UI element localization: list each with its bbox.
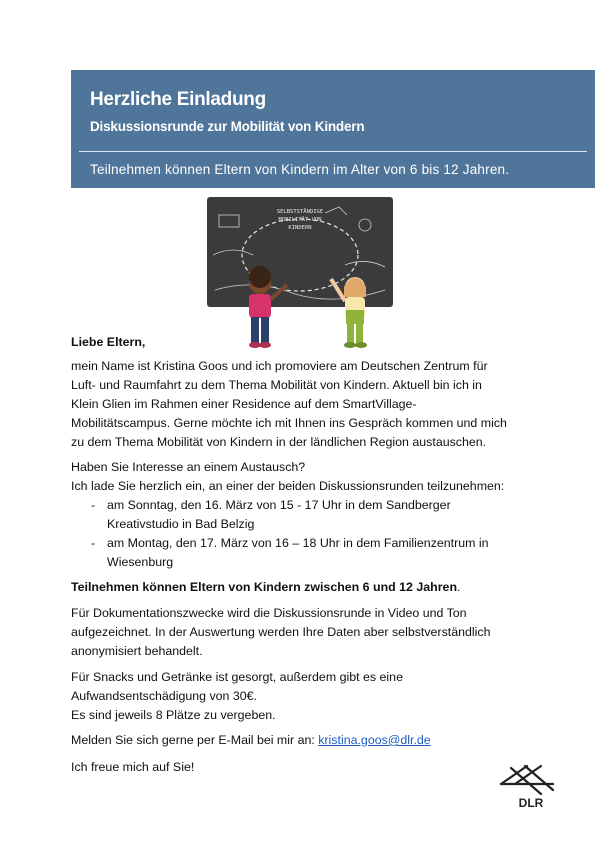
recording-line: Für Dokumentationszwecke wird die Diskussionsrunde in Video und Ton [71,606,467,620]
snack-line: Aufwandsentschädigung von 30€. [71,689,257,703]
child-right-figure [331,277,367,348]
date-line: Wiesenburg [107,555,174,569]
intro-paragraph [71,357,507,452]
intro-line: Luft- und Raumfahrt zu dem Thema Mobilität von Kindern. Aktuell bin ich in [71,378,482,392]
intro-line: Mobilitätscampus. Gerne möchte ich mit Ihnen ins Gespräch kommen und mich [71,416,507,430]
snack-line: Es sind jeweils 8 Plätze zu vergeben. [71,708,276,722]
salutation: Liebe Eltern, [71,335,146,349]
snack-paragraph [71,668,403,725]
dlr-logo [497,760,557,812]
eligibility-bold: Teilnehmen können Eltern von Kindern zwischen 6 und 12 Jahren [71,580,458,594]
intro-line: zu dem Thema Mobilität von Kindern in der ländlichen Region austauschen. [71,435,487,449]
snack-line: Für Snacks und Getränke ist gesorgt, außerdem gibt es eine [71,670,403,684]
intro-line: mein Name ist Kristina Goos und ich promoviere am Deutschen Zentrum für [71,359,488,373]
closing-line: Ich freue mich auf Sie! [71,760,195,774]
dlr-logo-mark [501,766,553,794]
contact-line [71,731,431,750]
date-line: Kreativstudio in Bad Belzig [107,517,255,531]
date-item [71,534,531,574]
contact-prefix: Melden Sie sich gerne per E-Mail bei mir an: [71,733,319,747]
list-dash: - [91,536,96,550]
eligibility-period: . [457,580,461,594]
list-dash: - [91,498,96,512]
header-banner [71,70,595,188]
date-line: am Montag, den 17. März von 16 – 18 Uhr in dem Familienzentrum in [107,536,489,550]
banner-divider [79,151,587,152]
question-line: Haben Sie Interesse an einem Austausch? [71,460,306,474]
page-subtitle: Diskussionsrunde zur Mobilität von Kindern [90,119,365,134]
email-link[interactable]: kristina.goos@dlr.de [318,733,431,747]
eligibility-line [71,578,460,597]
eligibility-note: Teilnehmen können Eltern von Kindern im Alter von 6 bis 12 Jahren. [90,162,510,177]
board-line-1: SELBSTSTÄNDIGE [276,209,324,215]
invite-line: Ich lade Sie herzlich ein, an einer der beiden Diskussionsrunden teilzunehmen: [71,479,505,493]
recording-paragraph [71,604,490,661]
invitation-paragraph [71,458,504,496]
recording-line: aufgezeichnet. In der Auswertung werden Ihre Daten aber selbstverständlich [71,625,491,639]
intro-line: Klein Glien im Rahmen einer Residence auf dem SmartVillage- [71,397,417,411]
board-line-3: KINDERN [288,225,312,231]
date-item [71,496,531,536]
chalkboard-illustration [205,195,395,355]
page-title: Herzliche Einladung [90,89,266,110]
recording-line: anonymisiert behandelt. [71,644,203,658]
dlr-logo-text: DLR [518,796,544,810]
board-line-2: MOBILITÄT VON [278,217,322,223]
date-line: am Sonntag, den 16. März von 15 - 17 Uhr in dem Sandberger [107,498,451,512]
